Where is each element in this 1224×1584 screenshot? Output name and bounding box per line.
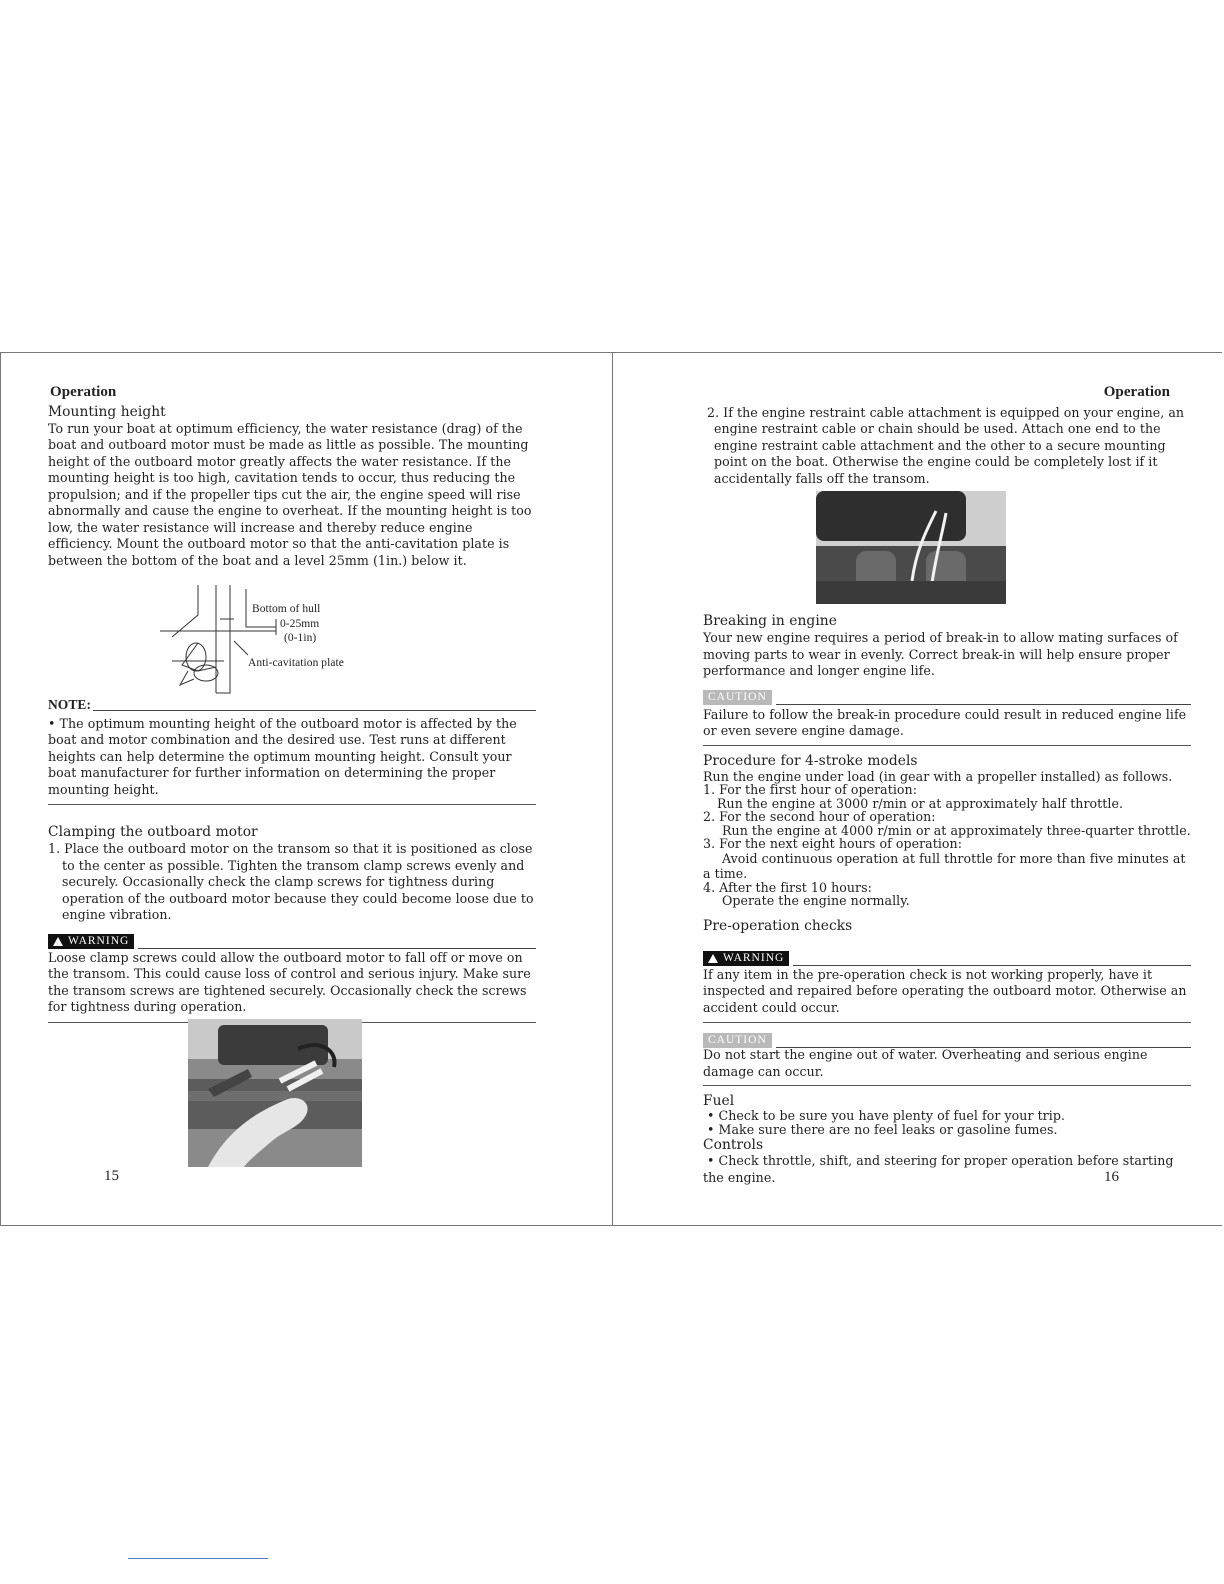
clamping-item-1: 1. Place the outboard motor on the transom so that it is positioned as close to the center as possible. Tighten the transom clamp screws evenly and securely. Occasionally check the clamp screws for tightness during operation of the outboard motor because they could become loose due to engine vibration. xyxy=(48,841,534,922)
warning-body: Loose clamp screws could allow the outboard motor to fall off or move on the transom. This could cause loss of control and serious injury. Make sure the transom screws are tightened securely. Occasionally check the screws for tightness during operation. xyxy=(48,949,531,1014)
warning2-header xyxy=(703,951,1191,966)
clamping-heading: Clamping the outboard motor xyxy=(48,824,258,840)
warning2-badge-label: WARNING xyxy=(723,951,785,964)
controls-heading: Controls xyxy=(703,1137,764,1154)
right-section-title: Operation xyxy=(1103,384,1170,400)
clamp-screw-photo xyxy=(188,1019,362,1167)
left-section-title: Operation xyxy=(50,384,117,400)
fuel-bullet-1: • Check to be sure you have plenty of fuel for your trip. xyxy=(707,1108,1065,1124)
procedure-step-1: 1. For the first hour of operation: xyxy=(703,782,918,798)
procedure-step-2: 2. For the second hour of operation: xyxy=(703,809,936,825)
warning2-badge xyxy=(703,951,789,966)
warning2-triangle-icon xyxy=(708,954,718,963)
caution1-end-rule xyxy=(703,745,1191,746)
controls-bullet-1: • Check throttle, shift, and steering for proper operation before starting the engine. xyxy=(703,1153,1174,1185)
breaking-in-body: Your new engine requires a period of break-in to allow mating surfaces of moving parts to wear in evenly. Correct break-in will help ensure proper performance and longer engine life. xyxy=(703,630,1178,678)
fuel-bullet-2: • Make sure there are no feel leaks or gasoline fumes. xyxy=(707,1122,1058,1138)
note-body: • The optimum mounting height of the outboard motor is affected by the boat and motor combination and the desired use. Test runs at different heights can help determine the optimum mounting height. Consult your boat manufacturer for further information on determining the proper mounting height. xyxy=(48,715,517,797)
caution1-header xyxy=(703,690,1191,705)
procedure-step-3-detail: Avoid continuous operation at full throttle for more than five minutes at xyxy=(722,851,1186,867)
warning-header xyxy=(48,934,536,949)
note-label: NOTE: xyxy=(48,697,92,712)
warning-triangle-icon xyxy=(53,937,63,946)
label-0-1in: (0-1in) xyxy=(284,632,317,644)
caution1-body: Failure to follow the break-in procedure could result in reduced engine life or even severe engine damage. xyxy=(703,706,1187,738)
warning-badge-label: WARNING xyxy=(68,934,130,947)
warning-rule xyxy=(138,947,536,949)
procedure-step-3-cont: a time. xyxy=(703,866,748,882)
left-page-number: 15 xyxy=(104,1168,119,1184)
procedure-step-1-detail: Run the engine at 3000 r/min or at approximately half throttle. xyxy=(717,795,1124,811)
restraint-cable-photo xyxy=(816,491,1006,604)
label-0-25mm: 0-25mm xyxy=(280,618,320,630)
caution2-end-rule xyxy=(703,1085,1191,1086)
mounting-height-heading: Mounting height xyxy=(48,403,166,420)
caution2-header xyxy=(703,1033,1191,1048)
procedure-heading: Procedure for 4-stroke models xyxy=(703,752,918,769)
breaking-in-heading: Breaking in engine xyxy=(703,613,837,629)
bottom-link-underline xyxy=(128,1558,268,1559)
clamp-screw-photo-svg xyxy=(188,1019,362,1167)
restraint-cable-photo-svg xyxy=(816,491,1006,604)
warning2-end-rule xyxy=(703,1022,1191,1023)
page-spine xyxy=(612,352,613,1226)
right-page-number: 16 xyxy=(1104,1169,1119,1185)
label-bottom-of-hull: Bottom of hull xyxy=(252,603,321,615)
caution1-rule xyxy=(776,703,1191,705)
fuel-heading: Fuel xyxy=(703,1093,735,1110)
caution2-badge: CAUTION xyxy=(703,1033,772,1048)
warning2-body: If any item in the pre-operation check is not working properly, have it inspected and repaired before operating the outboard motor. Otherwise an accident could occur. xyxy=(703,966,1187,1015)
left-page xyxy=(48,384,536,1023)
caution2-body: Do not start the engine out of water. Overheating and serious engine damage can occur. xyxy=(703,1047,1148,1079)
restraint-item-2: 2. If the engine restraint cable attachment is equipped on your engine, an engine restraint cable or chain should be used. Attach one end to the engine restraint cable attachment and the other to a secure mounting point on the boat. Otherwise the engine could be completely lost if it accidentally falls off the transom. xyxy=(707,404,1185,486)
procedure-intro: Run the engine under load (in gear with a propeller installed) as follows. xyxy=(703,768,1173,784)
mounting-height-body: To run your boat at optimum efficiency, the water resistance (drag) of the boat and outboard motor must be made as little as possible. The mounting height of the outboard motor greatly affects the water resistance. If the mounting height is too high, cavitation tends to occur, thus reducing the propulsion; and if the propeller tips cut the air, the engine speed will rise abnormally and cause the engine to overheat. If the mounting height is too low, the water resistance will increase and thereby reduce engine efficiency. Mount the outboard motor so that the anti-cavitation plate is between the bottom of the boat and a level 25mm (1in.) below it. xyxy=(48,420,532,568)
warning2-rule xyxy=(793,964,1191,966)
mounting-diagram xyxy=(48,575,536,711)
procedure-step-2-detail: Run the engine at 4000 r/min or at approximately three-quarter throttle. xyxy=(722,822,1191,838)
procedure-step-3: 3. For the next eight hours of operation: xyxy=(703,836,962,852)
caution1-badge: CAUTION xyxy=(703,690,772,705)
warning-badge xyxy=(48,934,134,949)
label-anti-cavitation-plate: Anti-cavitation plate xyxy=(248,657,344,669)
note-end-rule xyxy=(48,804,536,805)
preop-heading: Pre-operation checks xyxy=(703,917,853,934)
procedure-step-4-detail: Operate the engine normally. xyxy=(722,893,910,909)
procedure-step-4: 4. After the first 10 hours: xyxy=(703,879,872,895)
